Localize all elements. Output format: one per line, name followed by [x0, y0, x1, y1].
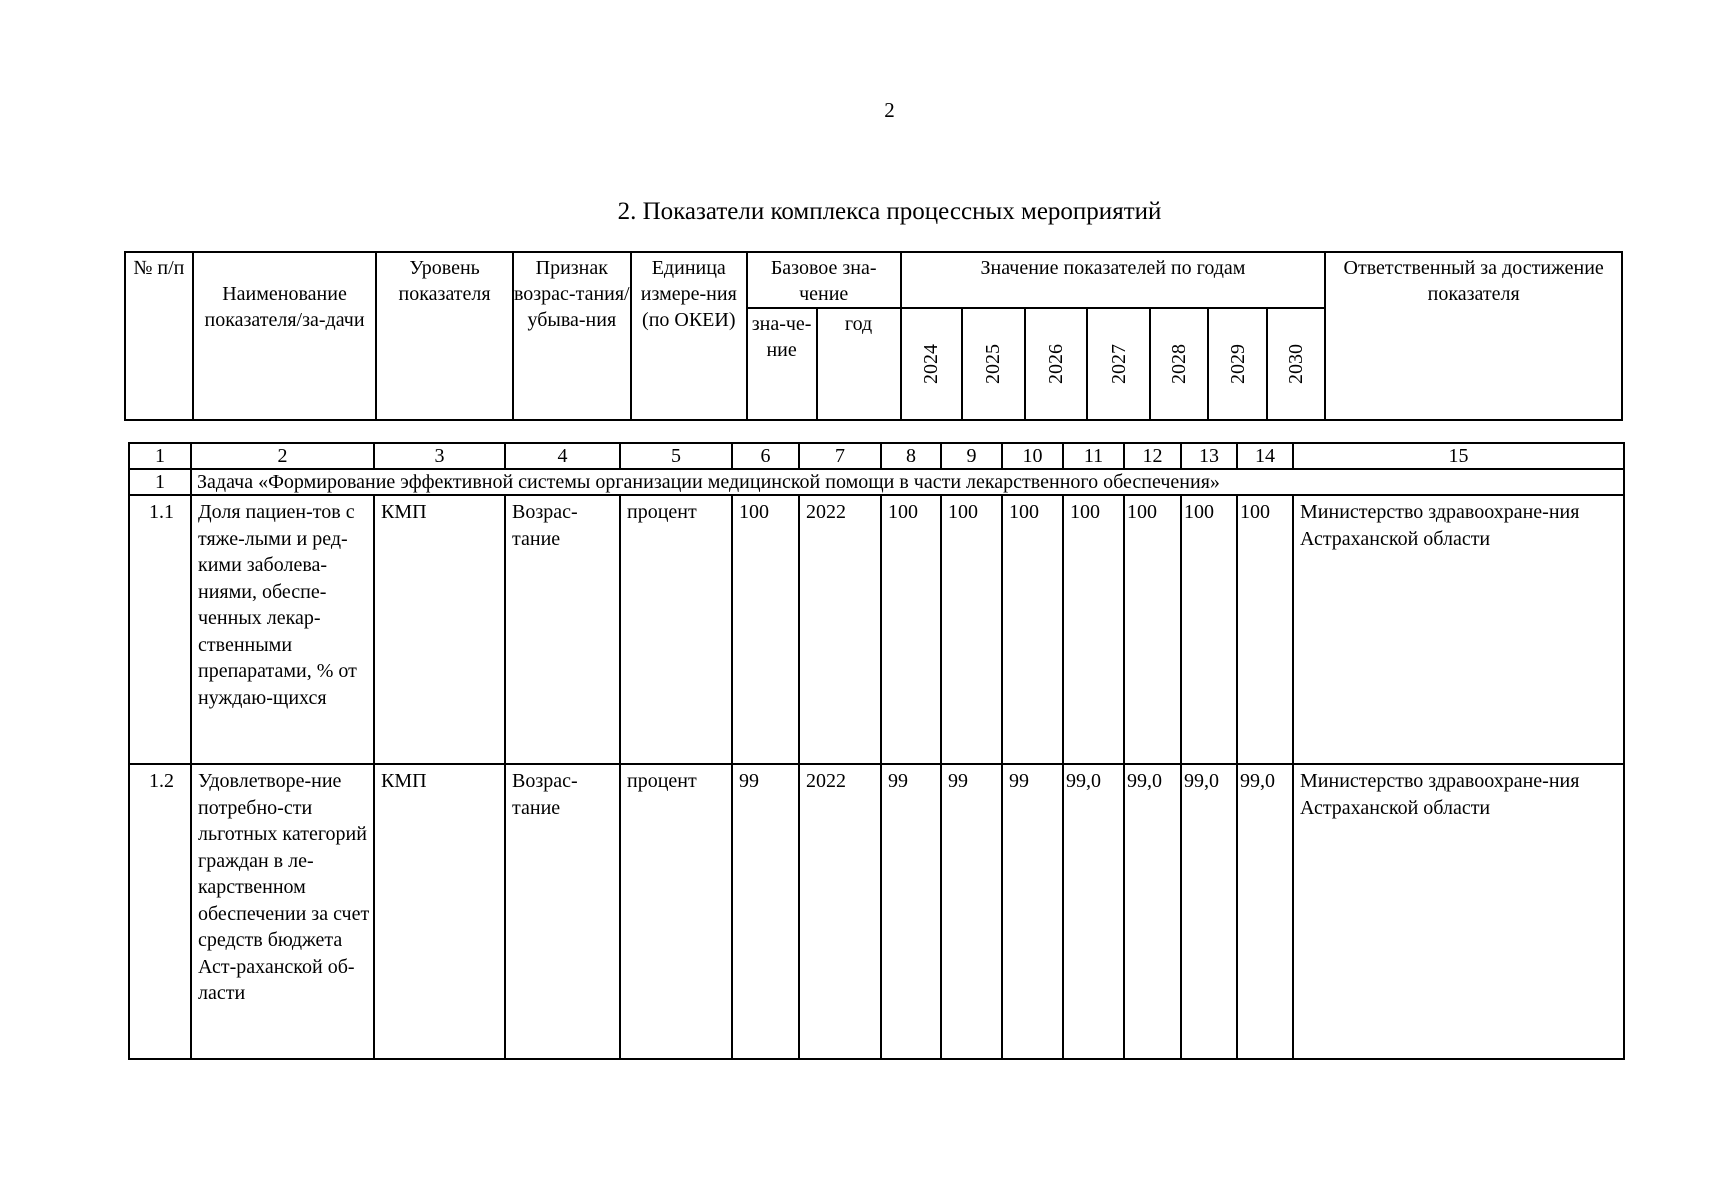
header-year: 2025 — [962, 308, 1025, 420]
row-base-value: 100 — [732, 495, 799, 764]
header-years-group: Значение показателей по годам — [901, 252, 1326, 308]
row-value-2028: 100 — [1124, 495, 1181, 764]
row-value-2030: 100 — [1237, 495, 1293, 764]
row-value-2030: 99,0 — [1237, 764, 1293, 1059]
header-level: Уровень показателя — [376, 252, 512, 420]
row-value-2025: 99 — [941, 764, 1002, 1059]
task-text: Задача «Формирование эффективной системы организации медицинской помощи в части лекарственного обеспечения» — [191, 469, 1624, 495]
column-number: 3 — [374, 443, 505, 469]
row-num: 1.2 — [129, 764, 191, 1059]
header-year: 2029 — [1208, 308, 1266, 420]
row-value-2026: 99 — [1002, 764, 1063, 1059]
row-unit: процент — [620, 764, 732, 1059]
row-value-2024: 100 — [881, 495, 941, 764]
row-value-2027: 99,0 — [1063, 764, 1124, 1059]
column-number: 4 — [505, 443, 620, 469]
indicators-table — [128, 442, 1625, 1060]
row-value-2029: 99,0 — [1181, 764, 1237, 1059]
row-sign: Возрас-тание — [505, 495, 620, 764]
row-level: КМП — [374, 495, 505, 764]
header-base-value: зна-че-ние — [747, 308, 817, 420]
header-year: 2026 — [1025, 308, 1088, 420]
header-unit: Единица измере-ния (по ОКЕИ) — [631, 252, 747, 420]
row-value-2029: 100 — [1181, 495, 1237, 764]
row-name: Удовлетворе-ние потребно-сти льготных категорий граждан в ле-карственном обеспечении за счет средств бюджета Аст-раханской об-ласти — [191, 764, 374, 1059]
row-unit: процент — [620, 495, 732, 764]
header-base-year: год — [817, 308, 901, 420]
row-base-year: 2022 — [799, 495, 881, 764]
column-number: 7 — [799, 443, 881, 469]
header-year: 2030 — [1267, 308, 1325, 420]
column-number: 8 — [881, 443, 941, 469]
column-number: 12 — [1124, 443, 1181, 469]
row-level: КМП — [374, 764, 505, 1059]
column-number: 15 — [1293, 443, 1624, 469]
table-row — [129, 764, 1624, 1059]
column-number: 9 — [941, 443, 1002, 469]
document-title: 2. Показатели комплекса процессных мероприятий — [617, 198, 1162, 225]
table-row — [129, 495, 1624, 764]
header-table — [124, 251, 1623, 421]
header-year: 2028 — [1150, 308, 1208, 420]
header-name: Наименование показателя/за-дачи — [193, 252, 377, 420]
column-number: 5 — [620, 443, 732, 469]
column-numbers-row — [129, 443, 1624, 469]
column-number: 13 — [1181, 443, 1237, 469]
column-number: 14 — [1237, 443, 1293, 469]
row-base-value: 99 — [732, 764, 799, 1059]
row-value-2024: 99 — [881, 764, 941, 1059]
column-number: 11 — [1063, 443, 1124, 469]
row-num: 1.1 — [129, 495, 191, 764]
column-number: 10 — [1002, 443, 1063, 469]
task-num: 1 — [129, 469, 191, 495]
row-responsible: Министерство здравоохране-ния Астраханской области — [1293, 495, 1624, 764]
row-value-2028: 99,0 — [1124, 764, 1181, 1059]
column-number: 6 — [732, 443, 799, 469]
task-row — [129, 469, 1624, 495]
row-value-2026: 100 — [1002, 495, 1063, 764]
row-name: Доля пациен-тов с тяже-лыми и ред-кими заболева-ниями, обеспе-ченных лекар-ственными препаратами, % от нуждаю-щихся — [191, 495, 374, 764]
header-responsible: Ответственный за достижение показателя — [1325, 252, 1622, 420]
row-value-2025: 100 — [941, 495, 1002, 764]
row-value-2027: 100 — [1063, 495, 1124, 764]
page-number: 2 — [884, 98, 895, 122]
row-base-year: 2022 — [799, 764, 881, 1059]
row-sign: Возрас-тание — [505, 764, 620, 1059]
column-number: 1 — [129, 443, 191, 469]
header-base-group: Базовое зна-чение — [747, 252, 901, 308]
header-sign: Признак возрас-тания/ убыва-ния — [513, 252, 631, 420]
header-year: 2024 — [901, 308, 963, 420]
header-year: 2027 — [1087, 308, 1150, 420]
row-responsible: Министерство здравоохране-ния Астраханской области — [1293, 764, 1624, 1059]
header-num: № п/п — [125, 252, 193, 420]
column-number: 2 — [191, 443, 374, 469]
